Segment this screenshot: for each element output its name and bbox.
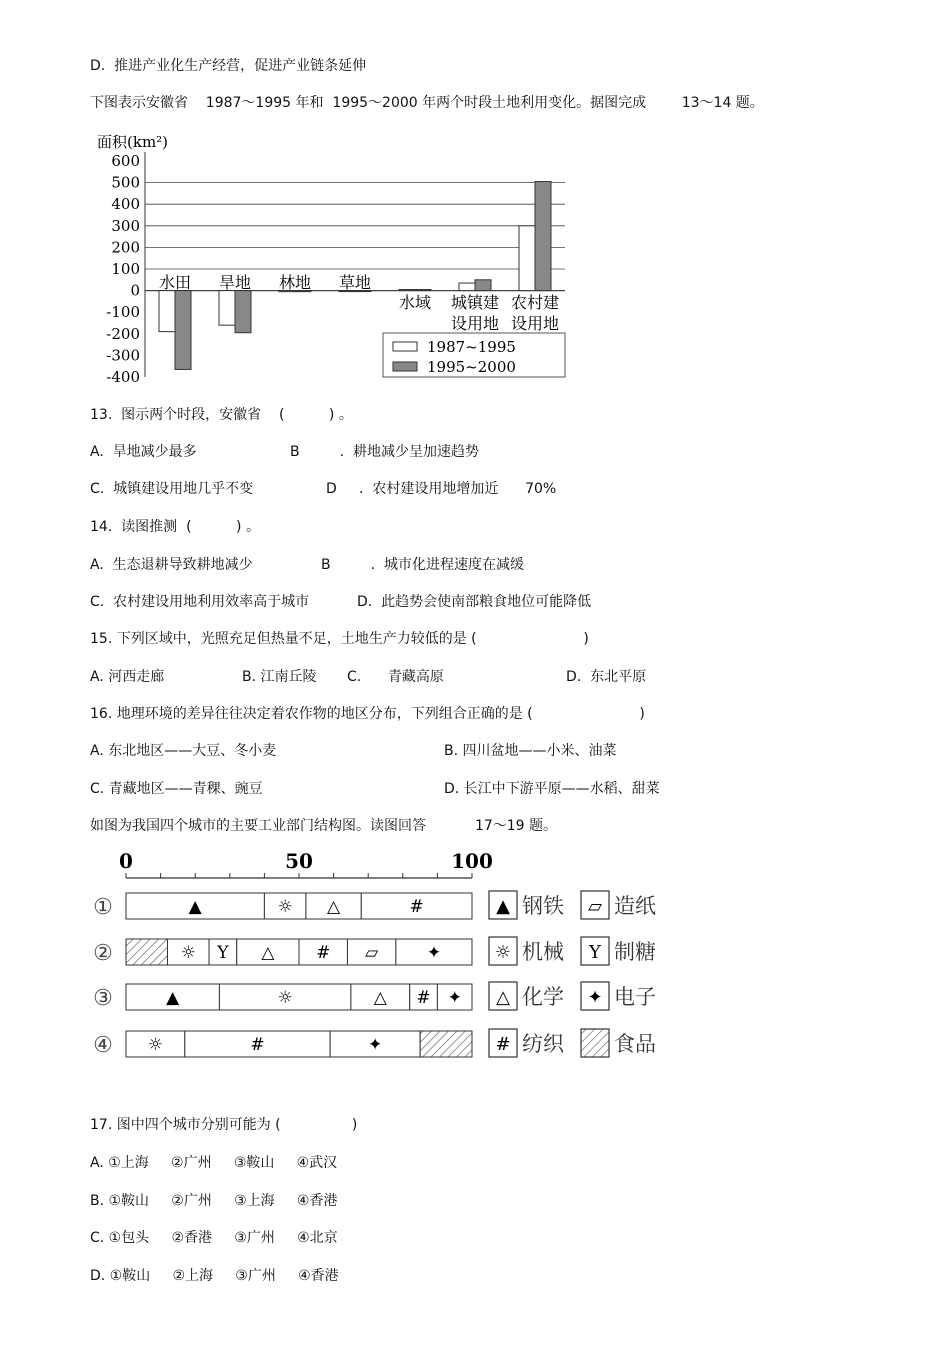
intro-13-14: 下图表示安徽省 1987～1995 年和 1995～2000 年两个时段土地利用变化。据图完成 13～14 题。: [90, 95, 764, 111]
option-17d: D. ①鞍山 ②上海 ③广州 ④香港: [90, 1268, 339, 1284]
legend-label: 化学: [522, 985, 564, 1009]
option-16b: B. 四川盆地——小米、油菜: [444, 743, 617, 759]
option-14b: B . 城市化进程速度在减缓: [321, 557, 525, 573]
bar: [535, 182, 551, 291]
industry-structure-chart: [88, 848, 678, 1066]
question-16: 16. 地理环境的差异往往决定着农作物的地区分布，下列组合正确的是 ( ): [90, 706, 645, 722]
legend-label: 1987~1995: [427, 338, 516, 356]
legend-label: 食品: [614, 1032, 656, 1056]
option-14a: A. 生态退耕导致耕地减少: [90, 557, 253, 573]
axis-tick-label: 100: [451, 849, 493, 873]
legend-icon: ▲: [496, 896, 510, 917]
bar: [519, 226, 535, 291]
category-label: 设用地: [450, 314, 500, 333]
y-axis-label: 面积(km²): [97, 133, 169, 151]
legend-icon: ☼: [494, 942, 512, 963]
segment-icon: △: [261, 943, 275, 963]
bar: [415, 290, 431, 291]
y-tick-label: 600: [111, 152, 140, 170]
y-tick-label: -400: [106, 368, 140, 384]
row-label: ①: [93, 895, 113, 920]
axis-tick-label: 50: [285, 849, 313, 873]
option-13b: B . 耕地减少呈加速趋势: [290, 444, 480, 460]
category-label: 城镇建: [450, 293, 500, 312]
bar: [175, 291, 191, 370]
option-16d: D. 长江中下游平原——水稻、甜菜: [444, 781, 660, 797]
legend-swatch: [393, 362, 417, 371]
segment-icon: ☼: [277, 988, 293, 1008]
segment-icon: ▱: [365, 943, 379, 963]
category-label: 旱地: [218, 273, 252, 292]
bar: [235, 291, 251, 333]
y-tick-label: 500: [111, 173, 140, 192]
row-label: ④: [93, 1033, 113, 1058]
segment: [420, 1031, 472, 1057]
category-label: 林地: [278, 273, 312, 292]
intro-17-19: 如图为我国四个城市的主要工业部门结构图。读图回答 17～19 题。: [90, 818, 558, 834]
segment-icon: ☼: [180, 943, 196, 963]
option-15a: A. 河西走廊: [90, 669, 165, 685]
bar: [399, 290, 415, 291]
segment: [126, 939, 168, 965]
segment-icon: △: [373, 988, 387, 1008]
segment-icon: ☼: [147, 1035, 164, 1055]
y-tick-label: 300: [111, 216, 140, 235]
option-17b: B. ①鞍山 ②广州 ③上海 ④香港: [90, 1193, 338, 1209]
land-use-chart: [95, 128, 575, 384]
segment-icon: ✦: [367, 1035, 383, 1055]
legend-label: 造纸: [614, 894, 656, 918]
category-label: 水域: [398, 293, 432, 312]
legend-label: 1995~2000: [427, 358, 516, 376]
axis-tick-label: 0: [119, 849, 133, 873]
option-16c: C. 青藏地区——青稞、豌豆: [90, 781, 263, 797]
y-tick-label: 400: [111, 195, 140, 214]
segment-icon: ▲: [166, 988, 180, 1008]
segment-icon: #: [250, 1035, 265, 1055]
category-label: 设用地: [510, 314, 560, 333]
option-13d: D . 农村建设用地增加近 70%: [326, 481, 557, 497]
option-14d: D. 此趋势会使南部粮食地位可能降低: [357, 594, 592, 610]
question-17: 17. 图中四个城市分别可能为 ( ): [90, 1117, 358, 1133]
legend-icon: Y: [589, 942, 601, 963]
option-17a: A. ①上海 ②广州 ③鞍山 ④武汉: [90, 1155, 338, 1171]
legend-label: 钢铁: [522, 894, 564, 918]
option-15b: B. 江南丘陵: [242, 669, 317, 685]
segment-icon: ▲: [188, 897, 202, 917]
row-label: ②: [93, 941, 113, 966]
y-tick-label: -200: [106, 324, 140, 343]
category-label: 草地: [338, 273, 372, 292]
segment-icon: #: [416, 988, 431, 1008]
legend-icon: ▱: [588, 896, 602, 917]
row-label: ③: [93, 986, 113, 1011]
legend-icon: #: [495, 1034, 511, 1055]
segment-icon: ✦: [447, 988, 462, 1008]
legend-swatch: [393, 342, 417, 351]
y-tick-label: -100: [106, 303, 140, 322]
option-17c: C. ①包头 ②香港 ③广州 ④北京: [90, 1230, 338, 1246]
y-tick-label: 200: [111, 238, 140, 257]
category-label: 农村建: [510, 293, 560, 312]
bar: [219, 291, 235, 326]
option-13c: C. 城镇建设用地几乎不变: [90, 481, 254, 497]
y-tick-label: 100: [111, 260, 140, 278]
legend-icon-box: [581, 1029, 609, 1057]
option-14c: C. 农村建设用地利用效率高于城市: [90, 594, 310, 610]
segment-icon: ✦: [426, 943, 442, 963]
legend-label: 制糖: [614, 940, 656, 964]
segment-icon: Y: [217, 943, 229, 963]
option-15d: D. 东北平原: [566, 669, 647, 685]
segment-icon: △: [327, 897, 341, 917]
legend-icon: △: [496, 987, 510, 1008]
question-13: 13. 图示两个时段，安徽省 ( ) 。: [90, 407, 353, 423]
legend-label: 电子: [614, 985, 656, 1009]
option-d-line: D. 推进产业化生产经营，促进产业链条延伸: [90, 58, 367, 74]
legend-icon: ✦: [587, 987, 603, 1008]
question-15: 15. 下列区域中，光照充足但热量不足，土地生产力较低的是 ( ): [90, 631, 589, 647]
bar: [475, 280, 491, 291]
option-16a: A. 东北地区——大豆、冬小麦: [90, 743, 277, 759]
bar: [459, 283, 475, 291]
segment-icon: ☼: [277, 897, 293, 917]
segment-icon: #: [316, 943, 331, 963]
y-tick-label: 0: [130, 281, 140, 300]
category-label: 水田: [158, 273, 192, 292]
option-13a: A. 旱地减少最多: [90, 444, 197, 460]
bar: [159, 291, 175, 332]
option-15c: C. 青藏高原: [347, 669, 444, 685]
legend-label: 机械: [522, 940, 564, 964]
legend-label: 纺织: [522, 1032, 564, 1056]
y-tick-label: -300: [106, 346, 140, 365]
question-14: 14. 读图推测 ( ) 。: [90, 519, 260, 535]
segment-icon: #: [409, 897, 424, 917]
